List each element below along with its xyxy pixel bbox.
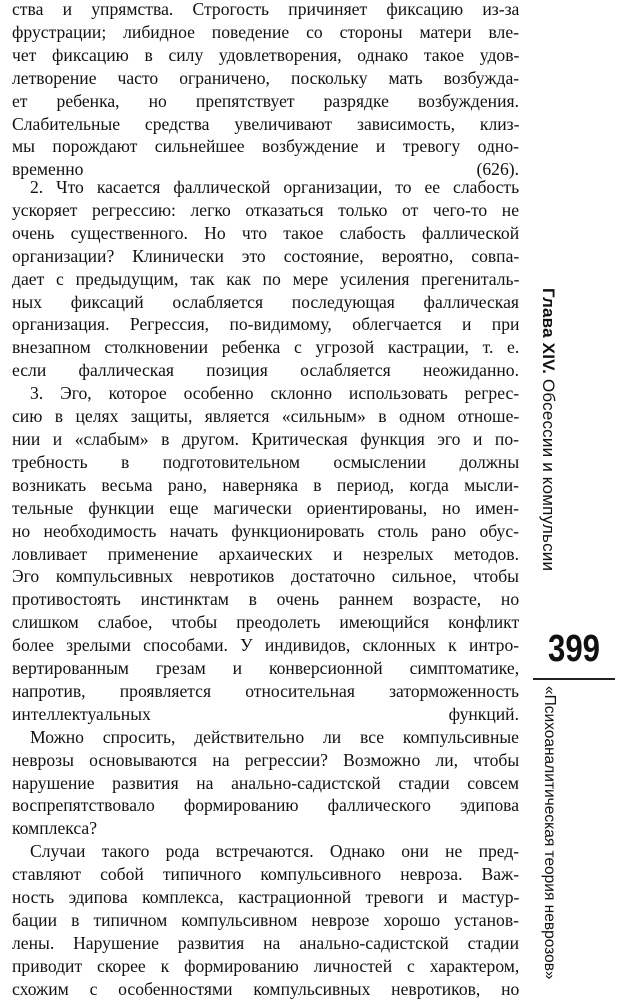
- text-line: лены. Нарушение развития на анально-садистской стадии: [12, 932, 519, 953]
- text-line: дает с предыдущим, так как по мере усиления прегениталь-: [12, 268, 520, 289]
- chapter-label: Глава XIV.: [539, 288, 558, 375]
- text-line: фрустрации; либидное поведение со стороны матери вле-: [12, 21, 519, 42]
- book-title: «Психоаналитическая теория неврозов»: [541, 686, 558, 980]
- text-line: если фаллическая позиция ослабляется неожиданно.: [12, 360, 519, 381]
- text-line: очень существенного. Но что такое слабость фаллической: [12, 222, 520, 243]
- text-line: внезапном столкновении ребенка с угрозой кастрации, т. е.: [12, 337, 520, 358]
- text-line: сию в целях защиты, является «сильным» в одном отноше-: [12, 406, 520, 427]
- text-line: ловливает применение архаических и незрелых методов.: [12, 543, 519, 564]
- text-line: ных фиксаций ослабляется последующая фаллическая: [12, 291, 519, 312]
- text-line: приводит скорее к формированию личностей с характером,: [12, 955, 520, 976]
- text-line: мы порождают сильнейшее возбуждение и тревогу одно-: [12, 136, 519, 157]
- text-line: ставляют собой типичного компульсивного невроза. Важ-: [12, 864, 520, 885]
- text-line: организация. Регрессия, по-видимому, облегчается и при: [12, 314, 520, 335]
- text-line: противостоять инстинктам в очень раннем возрасте, но: [12, 589, 520, 610]
- text-line: ства и упрямства. Строгость причиняет фиксацию из-за: [12, 0, 520, 19]
- text-block-top: [12, 0, 519, 181]
- text-line: но необходимость начать функционировать столь рано обус-: [12, 520, 519, 541]
- text-line: 3. Эго, которое особенно склонно использовать регрес-: [30, 383, 520, 404]
- text-line: комплекса?: [12, 818, 98, 839]
- text-line: возникать весьма рано, наверняка в период, когда мысли-: [12, 474, 519, 495]
- text-block-main: [12, 176, 519, 1001]
- text-line: нарушение развития на анально-садистской стадии совсем: [12, 772, 520, 793]
- text-line: Слабительные средства увеличивают зависимость, клиз-: [12, 113, 520, 134]
- text-line: Эго компульсивных невротиков достаточно сильное, чтобы: [12, 566, 519, 587]
- text-line: вертированным грезам и конверсионной симптоматике,: [12, 658, 520, 679]
- page-number-rule: [533, 678, 615, 680]
- text-line: бации в типичном компульсивном неврозе хорошо установ-: [12, 910, 519, 930]
- text-line: временно (626).: [12, 159, 519, 180]
- text-line: тельные функции еще магически ориентированы, но имен-: [12, 497, 519, 518]
- text-line: ность эдипова комплекса, кастрационной тревоги и мастур-: [12, 887, 520, 908]
- text-line: слишком слабое, чтобы преодолеть имеющийся конфликт: [12, 612, 520, 633]
- text-line: ет ребенка, но препятствует разрядке возбуждения.: [12, 90, 519, 111]
- text-line: летворение часто ограничено, поскольку мать возбужда-: [12, 67, 520, 88]
- text-line: воспрепятствовало формированию фаллического эдипова: [12, 795, 520, 816]
- chapter-header: [538, 288, 558, 571]
- text-line: интеллектуальных функций.: [12, 703, 519, 724]
- text-line: более зрелыми способами. У индивидов, склонных к интро-: [12, 635, 520, 656]
- text-line: неврозы основываются на регрессии? Возможно ли, чтобы: [12, 749, 520, 770]
- text-line: Можно спросить, действительно ли все компульсивные: [30, 726, 519, 747]
- text-line: 2. Что касается фаллической организации, то ее слабость: [30, 177, 520, 197]
- text-line: напротив, проявляется относительная заторможенность: [12, 680, 519, 701]
- text-line: ускоряет регрессию: легко отказаться только от чего-то не: [12, 199, 519, 220]
- text-line: требность в подготовительном осмыслении должны: [12, 451, 520, 472]
- text-line: организации? Клинически это состояние, вероятно, совпа-: [12, 245, 520, 266]
- text-line: Случаи такого рода встречаются. Однако они не пред-: [30, 841, 520, 862]
- page-number: 399: [548, 628, 600, 670]
- text-line: нии и «слабым» в другом. Критическая функция эго и по-: [12, 428, 519, 449]
- text-line: чет фиксацию в силу удовлетворения, однако такое удов-: [12, 44, 520, 65]
- chapter-title: Обсессии и компульсии: [539, 378, 558, 572]
- text-line: схожим с особенностями компульсивных невротиков, но: [12, 978, 520, 999]
